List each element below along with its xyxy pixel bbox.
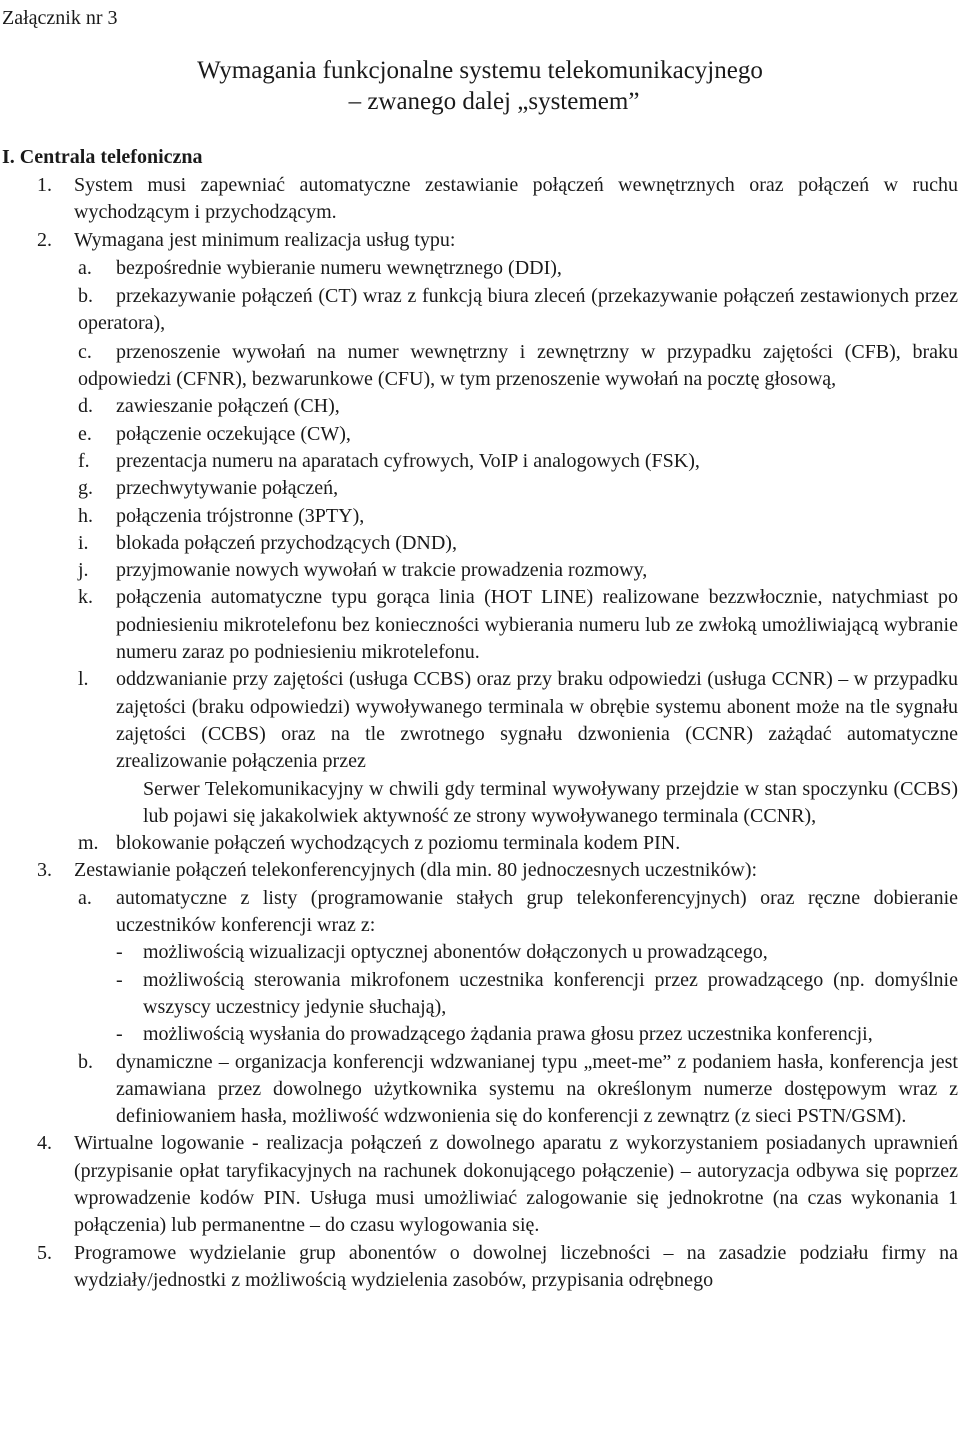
item-text: bezpośrednie wybieranie numeru wewnętrznego (DDI), <box>116 256 562 279</box>
list-item-continuation <box>0 776 960 831</box>
item-text: dynamiczne – organizacja konferencji wdzwanianej typu „meet-me” z podaniem hasła, konferencja jest zamawiana przez dowolnego użytkownika systemu na określonym numerze dostępowym wraz z definiowaniem hasła, możliwość wdzwonienia się do konferencji z zewnątrz (z sieci PSTN/GSM). <box>116 1050 958 1128</box>
item-letter: m. <box>78 832 99 855</box>
list-item <box>0 530 960 557</box>
item-text: oddzwanianie przy zajętości (usługa CCBS) oraz przy braku odpowiedzi (usługa CCNR) – w przypadku zajętości (braku odpowiedzi) wywoływanego terminala w obrębie systemu abonent może na tle sygnału zajętości (CCBS) oraz na tle zwrotnego sygnału dzwonienia (CCNR) zażądać automatyczne zrealizowanie połączenia przez <box>116 668 958 773</box>
item-letter: j. <box>78 559 89 582</box>
list-item <box>0 1049 960 1131</box>
list-item <box>0 339 960 394</box>
item-letter: a. <box>78 886 92 909</box>
section-heading: I. Centrala telefoniczna <box>2 146 203 168</box>
list-item <box>0 255 960 282</box>
list-item <box>0 172 960 227</box>
item-dash: - <box>116 941 123 964</box>
list-item <box>0 857 960 884</box>
item-letter: d. <box>78 395 93 418</box>
document-title: Wymagania funkcjonalne systemu telekomunikacyjnego <box>197 57 763 84</box>
item-text: Wirtualne logowanie - realizacja połączeń z dowolnego aparatu z wykorzystaniem posiadanych uprawnień (przypisanie opłat taryfikacyjnych na rachunek dokonującego połączenie) – autoryzacja odbywa się poprzez wprowadzenie kodów PIN. Usługa musi umożliwiać zalogowanie się jednokrotne (na czas wykonania 1 połączenia) lub permanentne – do czasu wylogowania się. <box>74 1132 958 1237</box>
list-item <box>0 666 960 775</box>
list-item <box>0 939 960 966</box>
list-item <box>0 1240 960 1295</box>
item-text: połączenie oczekujące (CW), <box>116 422 351 445</box>
item-text: blokowanie połączeń wychodzących z poziomu terminala kodem PIN. <box>116 832 681 855</box>
list-item <box>0 967 960 1022</box>
item-dash: - <box>116 1023 123 1046</box>
list-item <box>0 584 960 666</box>
item-text: możliwością wysłania do prowadzącego żądania prawa głosu przez uczestnika konferencji, <box>143 1023 873 1046</box>
item-text: prezentacja numeru na aparatach cyfrowych, VoIP i analogowych (FSK), <box>116 449 700 472</box>
item-text: Wymagana jest minimum realizacja usług typu: <box>74 228 456 251</box>
item-letter: f. <box>78 449 90 472</box>
annex-label: Załącznik nr 3 <box>2 7 118 29</box>
requirements-list <box>0 172 960 1294</box>
list-item <box>0 885 960 940</box>
item-text: połączenia automatyczne typu gorąca linia (HOT LINE) realizowane bezzwłocznie, natychmiast po podniesieniu mikrotelefonu bez konieczności wybierania numeru lub ze zwłoką umożliwiającą wybranie numeru zaraz po podniesieniu mikrotelefonu. <box>116 586 958 664</box>
item-text: Programowe wydzielanie grup abonentów o dowolnej liczebności – na zasadzie podziału firmy na wydziały/jednostki z możliwością wydzielenia zasobów, przypisania odrębnego <box>74 1241 958 1291</box>
list-item <box>0 1130 960 1239</box>
item-letter: b. <box>78 285 93 308</box>
item-number: 2. <box>37 228 52 251</box>
item-letter: e. <box>78 422 92 445</box>
item-letter: l. <box>78 668 89 691</box>
list-item <box>0 557 960 584</box>
list-item <box>0 448 960 475</box>
item-letter: k. <box>78 586 93 609</box>
item-number: 5. <box>37 1241 52 1264</box>
item-text: System musi zapewniać automatyczne zestawianie połączeń wewnętrznych oraz połączeń w ruchu wychodzącym i przychodzącym. <box>74 174 958 224</box>
item-letter: c. <box>78 340 92 363</box>
item-letter: b. <box>78 1050 93 1073</box>
item-letter: h. <box>78 504 93 527</box>
item-number: 3. <box>37 859 52 882</box>
item-letter: i. <box>78 531 89 554</box>
item-text: automatyczne z listy (programowanie stałych grup telekonferencyjnych) oraz ręczne dobieranie uczestników konferencji wraz z: <box>116 886 958 937</box>
item-letter: g. <box>78 477 93 500</box>
item-letter: a. <box>78 256 92 279</box>
item-text: blokada połączeń przychodzących (DND), <box>116 531 457 554</box>
item-text: możliwością wizualizacji optycznej abonentów dołączonych u prowadzącego, <box>143 941 768 964</box>
list-item <box>0 830 960 857</box>
item-number: 4. <box>37 1132 52 1155</box>
item-text: przekazywanie połączeń (CT) wraz z funkcją biura zleceń (przekazywanie połączeń zestawionych przez operatora), <box>78 285 958 335</box>
item-text: przenoszenie wywołań na numer wewnętrzny i zewnętrzny w przypadku zajętości (CFB), braku odpowiedzi (CFNR), bezwarunkowe (CFU), w tym przenoszenie wywołań na pocztę głosową, <box>78 340 958 391</box>
item-text: połączenia trójstronne (3PTY), <box>116 504 365 527</box>
item-text: Serwer Telekomunikacyjny w chwili gdy terminal wywoływany przejdzie w stan spoczynku (CCBS) lub pojawi się jakakolwiek aktywność ze strony wywoływanego terminala (CCNR), <box>143 777 958 827</box>
document-subtitle: – zwanego dalej „systemem” <box>348 88 640 115</box>
list-item <box>0 393 960 420</box>
item-text: zawieszanie połączeń (CH), <box>116 395 340 418</box>
item-text: Zestawianie połączeń telekonferencyjnych (dla min. 80 jednoczesnych uczestników): <box>74 859 758 882</box>
list-item <box>0 475 960 502</box>
list-item <box>0 227 960 254</box>
item-dash: - <box>116 968 123 991</box>
list-item <box>0 283 960 338</box>
item-text: przechwytywanie połączeń, <box>116 477 339 500</box>
item-text: możliwością sterowania mikrofonem uczestnika konferencji przez prowadzącego (np. domyślnie wszyscy uczestnicy jedynie słuchają), <box>143 968 958 1018</box>
item-number: 1. <box>37 174 52 196</box>
list-item <box>0 1021 960 1048</box>
list-item <box>0 503 960 530</box>
item-text: przyjmowanie nowych wywołań w trakcie prowadzenia rozmowy, <box>116 559 648 582</box>
list-item <box>0 421 960 448</box>
